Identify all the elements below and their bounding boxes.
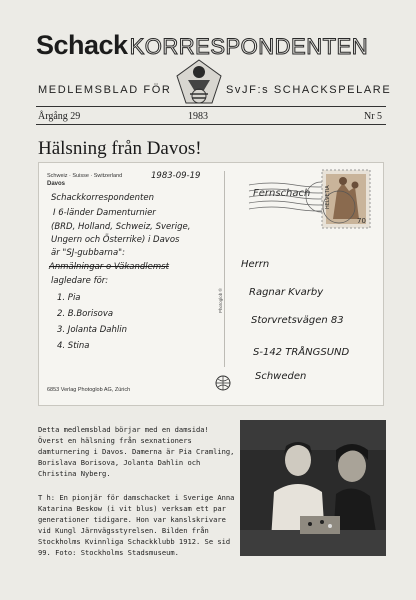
caption-pionjar: T h: En pionjär för damschacket i Sverige Anna Katarina Beskow (i vit blus) verksam ett par generationer tidigare. Hon var kanslskrivare vid Kungl Järnvägsstyrelsen. Bilden från Stockholms Kvinnliga Schackklubb 1912. Se sid 99. Foto: Stockholms Stadsmuseum. — [38, 493, 235, 557]
historical-photo — [240, 420, 386, 556]
year-label: 1983 — [188, 111, 208, 122]
message-line-4: Ungern och Österrike) i Davos — [51, 235, 180, 245]
message-line-6: Anmälningar o Väkandlemst — [49, 262, 169, 272]
address-line-4: S-142 TRÅNGSUND — [253, 347, 350, 358]
issue-label: Nr 5 — [364, 111, 383, 122]
address-line-2: Ragnar Kvarby — [249, 287, 324, 298]
postcard-printed-country: Schweiz · Suisse · Switzerland — [47, 173, 123, 179]
federation-logo-icon — [174, 58, 224, 106]
stamp-label: HELVETIA — [325, 185, 331, 209]
address-line-3: Storvretsvägen 83 — [251, 315, 344, 326]
header-rule-top — [36, 106, 386, 107]
message-line-1: Schackkorrespondenten — [51, 193, 154, 203]
message-line-3: (BRD, Holland, Schweiz, Sverige, — [51, 222, 191, 232]
message-line-7: lagledare för: — [51, 276, 109, 286]
publisher-logo-icon — [215, 375, 231, 391]
postcard-image — [38, 162, 384, 406]
message-line-8: 1. Pia — [57, 293, 81, 303]
subtitle-left: MEDLEMSBLAD FÖR — [38, 84, 172, 96]
volume-label: Årgång 29 — [38, 111, 81, 122]
postcard-printed-place: Davos — [47, 181, 66, 187]
masthead-korrespondenten: KORRESPONDENTEN — [129, 34, 369, 59]
address-line-5: Schweden — [255, 371, 307, 382]
subtitle-right: SvJF:s SCHACKSPELARE — [226, 84, 392, 96]
postcard-divider — [224, 171, 225, 367]
masthead-schack: Schack — [36, 30, 128, 60]
postmark-text: Fernschach — [253, 188, 311, 199]
message-line-11: 4. Stina — [57, 341, 90, 351]
message-line-10: 3. Jolanta Dahlin — [57, 325, 127, 335]
postage-stamp — [321, 169, 371, 229]
message-line-9: 2. B.Borisova — [57, 309, 114, 319]
masthead-title — [36, 30, 368, 61]
postcard-printed-vertical: Photoglob ® — [218, 288, 223, 313]
message-line-5: är "SJ-gubbarna": — [51, 248, 125, 258]
header-rule-bottom — [36, 124, 386, 125]
headline: Hälsning från Davos! — [38, 138, 202, 159]
postcard-date: 1983-09-19 — [151, 171, 201, 181]
address-line-1: Herrn — [241, 259, 270, 270]
postcard-printed-publisher: 6853 Verlag Photoglob AG, Zürich — [47, 387, 131, 393]
stamp-value: 70 — [357, 217, 366, 225]
caption-damsida: Detta medlemsblad börjar med en damsida! Överst en hälsning från sexnationers damturnering i Davos. Damerna är Pia Cramling, Borislava Borisova, Jolanta Dahlin och Christina Nyberg. — [38, 425, 235, 478]
message-line-2: I 6-länder Damenturnier — [53, 208, 156, 218]
